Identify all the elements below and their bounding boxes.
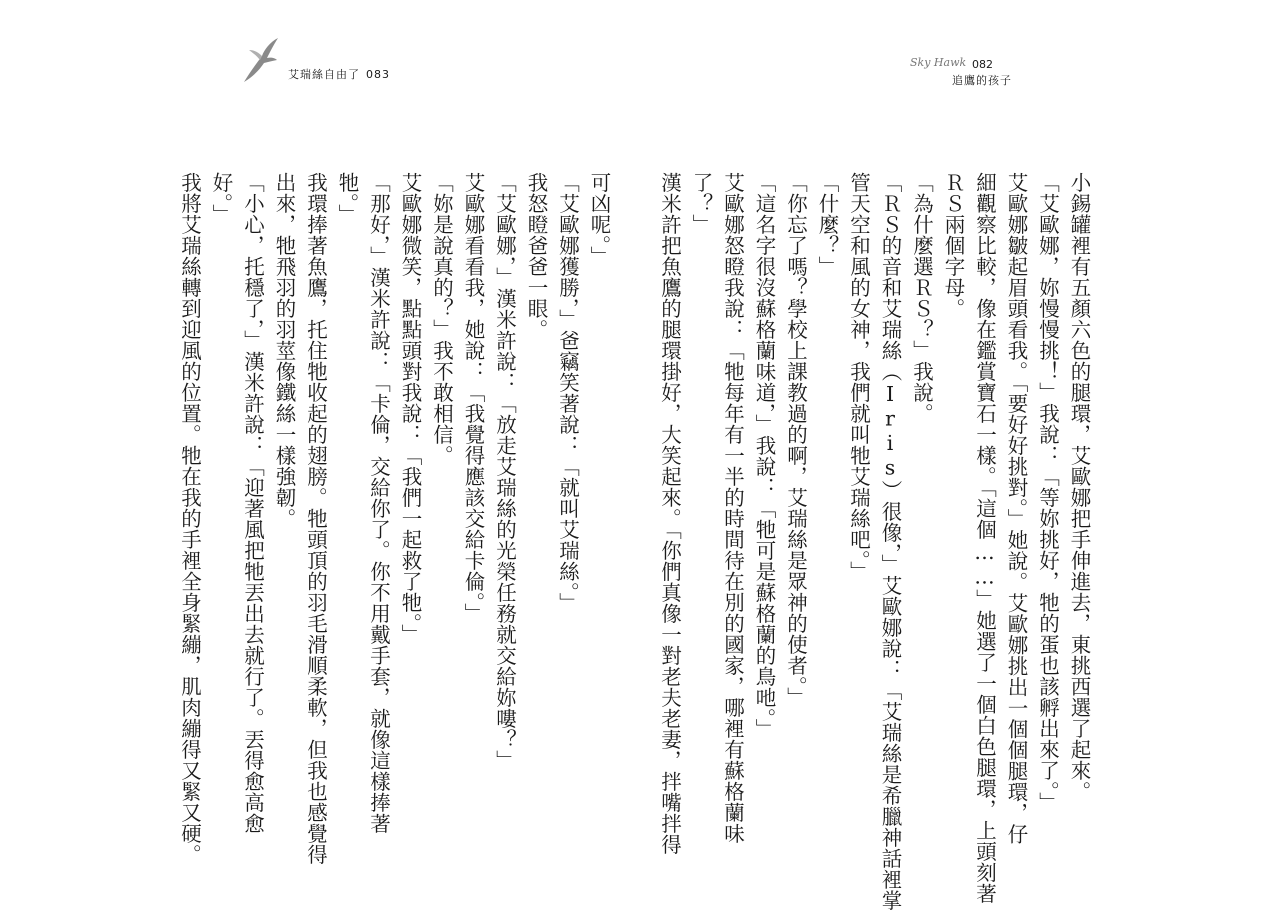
text-line: 我怒瞪爸爸一眼。 (524, 172, 548, 340)
text-line: 「ＲＳ的音和艾瑞絲（Iris）很像，」艾歐娜說：「艾瑞絲是希臘神話裡掌 (878, 172, 902, 911)
page-number: 082 (972, 58, 993, 71)
text-line: ＲＳ兩個字母。 (941, 172, 965, 319)
left-page (0, 0, 632, 873)
text-line: 「什麼？」 (815, 172, 839, 277)
text-line: 「為什麼選ＲＳ？」我說。 (909, 172, 934, 424)
text-line: 艾歐娜皺起眉頭看我。「要好好挑對。」她說。艾歐娜挑出一個個腿環，仔 (1004, 172, 1028, 845)
text-line: 「這名字很沒蘇格蘭味道，」我說：「牠可是蘇格蘭的鳥吔。」 (752, 172, 776, 740)
text-line: 「你忘了嗎？學校上課教過的啊，艾瑞絲是眾神的使者。」 (783, 172, 808, 708)
text-line: 「那好，」漢米許說：「卡倫，交給你了。你不用戴手套，就像這樣捧著 (366, 172, 391, 834)
body-text (653, 172, 1094, 911)
text-line: 可凶呢。」 (587, 172, 611, 267)
body-text (173, 172, 614, 865)
book-script-title: Sky Hawk (910, 56, 967, 69)
text-line: 了？」 (689, 172, 713, 235)
text-line: 漢米許把魚鷹的腿環掛好，大笑起來。「你們真像一對老夫老妻，拌嘴拌得 (657, 172, 682, 855)
text-line: 「艾歐娜，妳慢慢挑！」我說：「等妳挑好，牠的蛋也該孵出來了。」 (1035, 172, 1060, 813)
text-line: 好。」 (209, 172, 233, 225)
text-line: 小錫罐裡有五顏六色的腿環，艾歐娜把手伸進去，東挑西選了起來。 (1067, 172, 1091, 802)
text-line: 出來，牠飛羽的羽莖像鐵絲一樣強韌。 (272, 172, 296, 529)
book-title: 追鷹的孩子 (952, 74, 1012, 87)
text-line: 艾歐娜微笑，點點頭對我說：「我們一起救了牠。」 (398, 172, 422, 645)
text-line: 「艾歐娜，」漢米許說：「放走艾瑞絲的光榮任務就交給妳嘍？」 (492, 172, 517, 771)
text-line: 我環捧著魚鷹，托住牠收起的翅膀。牠頭頂的羽毛滑順柔軟，但我也感覺得 (303, 172, 328, 865)
text-line: 細觀察比較，像在鑑賞寶石一樣。「這個……」她選了一個白色腿環，上頭刻著 (972, 172, 997, 904)
text-line: 「妳是說真的？」我不敢相信。 (429, 172, 454, 466)
hawk-logo-icon (240, 36, 280, 86)
chapter-title: 艾瑞絲自由了 083 (288, 68, 390, 81)
text-line: 艾歐娜怒瞪我說：「牠每年有一半的時間待在別的國家，哪裡有蘇格蘭味 (720, 172, 745, 844)
text-line: 管天空和風的女神，我們就叫牠艾瑞絲吧。」 (846, 172, 871, 582)
right-page (632, 0, 1264, 911)
text-line: 艾歐娜看看我，她說：「我覺得應該交給卡倫。」 (461, 172, 485, 624)
running-header-left (240, 36, 440, 86)
text-line: 「艾歐娜獲勝，」爸竊笑著說：「就叫艾瑞絲。」 (555, 172, 580, 614)
text-line: 我將艾瑞絲轉到迎風的位置。牠在我的手裡全身緊繃，肌肉繃得又緊又硬。 (177, 172, 202, 865)
text-line: 牠。」 (335, 172, 359, 225)
text-line: 「小心，托穩了，」漢米許說：「迎著風把牠丟出去就行了。丟得愈高愈 (240, 172, 265, 834)
page-number: 083 (366, 68, 390, 81)
running-header-right (910, 56, 1030, 96)
